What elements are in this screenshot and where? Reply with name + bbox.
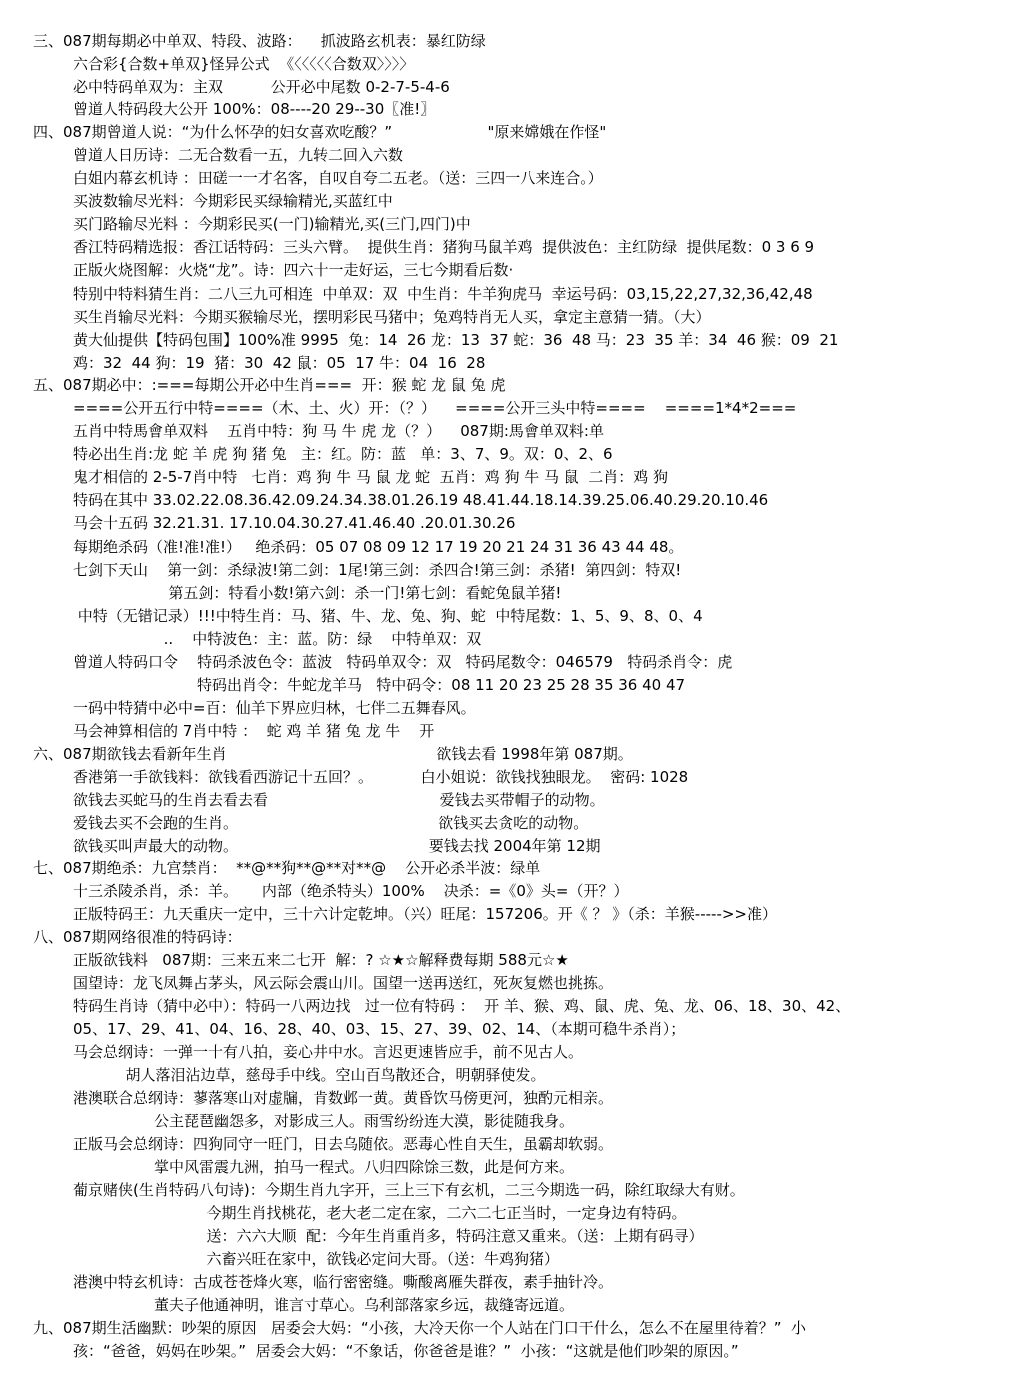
line-06: 曾道人日历诗：二无合数看一五，九转二回入六数 (73, 146, 404, 164)
line-01: 三、087期每期必中单双、特段、波路： 抓波路玄机表：暴红防绿 (33, 32, 486, 50)
line-04: 曾道人特码段大公开 100%：08----20 29--30〖准!〗 (73, 100, 436, 118)
line-05: 四、087期曾道人说：“为什么怀孕的妇女喜欢吃酸？” "原来嫦娥在作怪" (33, 123, 607, 141)
line-17: ====公开五行中特====（木、土、火）开：（？） ====公开三头中特==== ====1*4*2=== (73, 399, 797, 417)
line-58: 孩：“爸爸，妈妈在吵架。” 居委会大妈：“不象话，你爸爸是谁？” 小孩：“这就是他们吵架的原因。” (73, 1342, 739, 1360)
line-11: 正版火烧图解：火烧“龙”。诗：四六十一走好运，三七今期看后数· (73, 261, 514, 279)
line-40: 八、087期网络很准的特码诗： (33, 928, 242, 946)
line-10: 香江特码精选报：香江话特码：三头六臂。 提供生肖：猪狗马鼠羊鸡 提供波色：主红防绿 提供尾数：0 3 6 9 (73, 238, 815, 256)
line-44: 05、17、29、41、04、16、28、40、03、15、27、39、02、14、（本期可稳牛杀肖）； (73, 1020, 686, 1038)
line-07: 白姐内幕玄机诗 ：田磋一一才名客，自叹自夸二五老。（送：三四一八来连合。） (73, 169, 603, 187)
line-20: 鬼才相信的 2-5-7肖中特 七肖：鸡 狗 牛 马 鼠 龙 蛇 五肖：鸡 狗 牛 马 鼠 二肖：鸡 狗 (73, 468, 669, 486)
line-19: 特必出生肖:龙 蛇 羊 虎 狗 猪 兔 主：红。防：蓝 单：3、7、9。双：0、2、6 (73, 445, 613, 463)
line-41: 正版欲钱料 087期：三来五来二七开 解：? ☆★☆解释费每期 588元☆★ (73, 951, 569, 969)
line-21: 特码在其中 33.02.22.08.36.42.09.24.34.38.01.26.19 48.41.44.18.14.39.25.06.40.29.20.10.46 (73, 491, 769, 509)
line-43: 特码生肖诗（猜中必中）：特码一八两边找 过一位有特码 ： 开 羊、猴、鸡、鼠、虎、兔、龙、06、18、30、42、 (73, 997, 851, 1015)
line-51: 葡京赌侠(生肖特码八句诗)：今期生肖九字开，三上三下有玄机，二三今期选一码，除红取绿大有财。 (73, 1181, 745, 1199)
line-39: 正版特码王：九天重庆一定中，三十六计定乾坤。（兴）旺尾：157206。开《 ？ 》（杀：羊猴----->>准） (73, 905, 778, 923)
line-32: 六、087期欲钱去看新年生肖 欲钱去看 1998年第 087期。 (33, 745, 633, 763)
line-22: 马会十五码 32.21.31. 17.10.04.30.27.41.46.40 .20.01.30.26 (73, 514, 516, 532)
line-31: 马会神算相信的 7肖中特 ： 蛇 鸡 羊 猪 兔 龙 牛 开 (73, 722, 435, 740)
line-18: 五肖中特馬會单双料 五肖中特：狗 马 牛 虎 龙（？） 087期:馬會单双料:单 (73, 422, 604, 440)
line-42: 国望诗：龙飞凤舞占茅头，风云际会震山川。国望一送再送红，死灰复燃也挑拣。 (73, 974, 614, 992)
line-15: 鸡：32 44 狗：19 猪：30 42 鼠：05 17 牛：04 16 28 (73, 354, 486, 372)
line-29: 特码出肖令：牛蛇龙羊马 特中码令：08 11 20 23 25 28 35 36 40 47 (73, 676, 686, 694)
line-13: 买生肖输尽光料：今期买猴输尽光，摆明彩民马猪中；兔鸡特肖无人买，拿定主意猜一猜。（大） (73, 308, 711, 326)
line-30: 一码中特猜中必中=百：仙羊下界应归林，七伴二五舞春风。 (73, 699, 476, 717)
line-53: 送：六六大顺 配：今年生肖重肖多，特码注意又重来。（送：上期有码寻） (73, 1227, 704, 1245)
line-49: 正版马会总纲诗：四狗同守一旺门，日去乌随依。恶毒心性自天生，虽霸却软弱。 (73, 1135, 614, 1153)
line-48: 公主琵琶幽怨多，对影成三人。雨雪纷纷连大漠，影徒随我身。 (73, 1112, 575, 1130)
line-46: 胡人落泪沾边草，慈母手中线。空山百鸟散还合，明朝驿使发。 (73, 1066, 546, 1084)
line-25: 第五剑：特看小数!第六剑：杀一门!第七剑：看蛇兔鼠羊猪! (73, 584, 562, 602)
line-38: 十三杀陵杀肖，杀：羊。 内部（绝杀特头）100% 决杀：=《0》头=（开？） (73, 882, 629, 900)
line-12: 特别中特料猜生肖：二八三九可相连 中单双：双 中生肖：牛羊狗虎马 幸运号码：03,15,22,27,32,36,42,48 (73, 285, 813, 303)
line-55: 港澳中特玄机诗：古成苍苍烽火寒，临行密密缝。嘶酸离雁失群夜，素手抽针冷。 (73, 1273, 614, 1291)
line-03: 必中特码单双为：主双 公开必中尾数 0-2-7-5-4-6 (73, 78, 450, 96)
line-27: .. 中特波色：主：蓝。防：绿 中特单双：双 (73, 630, 482, 648)
line-52: 今期生肖找桃花，老大老二定在家，二六二七正当时，一定身边有特码。 (73, 1204, 687, 1222)
line-24: 七剑下天山 第一剑：杀绿波!第二剑：1尾!第三剑：杀四合!第三剑：杀猪! 第四剑：特双! (73, 561, 682, 579)
line-08: 买波数输尽光料：今期彩民买绿输精光,买蓝红中 (73, 192, 393, 210)
line-14: 黄大仙提供【特码包围】100%准 9995 兔：14 26 龙：13 37 蛇：36 48 马：23 35 羊：34 46 猴：09 21 (73, 331, 839, 349)
line-35: 爱钱去买不会跑的生肖。 欲钱买去贪吃的动物。 (73, 814, 589, 832)
line-09: 买门路输尽光料 ：今期彩民买(一门)输精光,买(三门,四门)中 (73, 215, 471, 233)
line-54: 六畜兴旺在家中，欲钱必定问大哥。（送：牛鸡狗猪） (73, 1250, 560, 1268)
line-47: 港澳联合总纲诗：蓼落寒山对虚牖，肯数邺一黄。黄昏饮马傍更河，独酌元相亲。 (73, 1089, 614, 1107)
line-23: 每期绝杀码（准!准!准!） 绝杀码：05 07 08 09 12 17 19 20 21 24 31 36 43 44 48。 (73, 538, 684, 556)
line-33: 香港第一手欲钱料：欲钱看西游记十五回？。 白小姐说：欲钱找独眼龙。 密码: 1028 (73, 768, 689, 786)
line-26: 中特（无错记录）!!!中特生肖：马、猪、牛、龙、兔、狗、蛇 中特尾数：1、5、9、8、0、4 (73, 607, 703, 625)
line-16: 五、087期必中：:===每期公开必中生肖=== 开：猴 蛇 龙 鼠 兔 虎 (33, 376, 506, 394)
line-45: 马会总纲诗：一弹一十有八拍，妾心井中水。言迟更速皆应手，前不见古人。 (73, 1043, 584, 1061)
line-56: 董夫子他通神明，谁言寸草心。乌利部落家乡远，裁缝寄远道。 (73, 1296, 575, 1314)
line-37: 七、087期绝杀：九宫禁肖： **@**狗**@**对**@ 公开必杀半波：绿单 (33, 859, 541, 877)
line-36: 欲钱买叫声最大的动物。 要钱去找 2004年第 12期 (73, 837, 601, 855)
line-34: 欲钱去买蛇马的生肖去看去看 爱钱去买带帽子的动物。 (73, 791, 605, 809)
line-02: 六合彩{合数+单双}怪异公式 《〈〈〈〈〈合数双〉〉〉〉 (73, 55, 415, 73)
line-57: 九、087期生活幽默：吵架的原因 居委会大妈：“小孩，大冷天你一个人站在门口干什么，怎么不在屋里待着？” 小 (33, 1319, 807, 1337)
line-50: 掌中风雷震九洲，拍马一程式。八归四除馀三数，此是何方来。 (73, 1158, 575, 1176)
line-28: 曾道人特码口令 特码杀波色令：蓝波 特码单双令：双 特码尾数令：046579 特码杀肖令：虎 (73, 653, 733, 671)
